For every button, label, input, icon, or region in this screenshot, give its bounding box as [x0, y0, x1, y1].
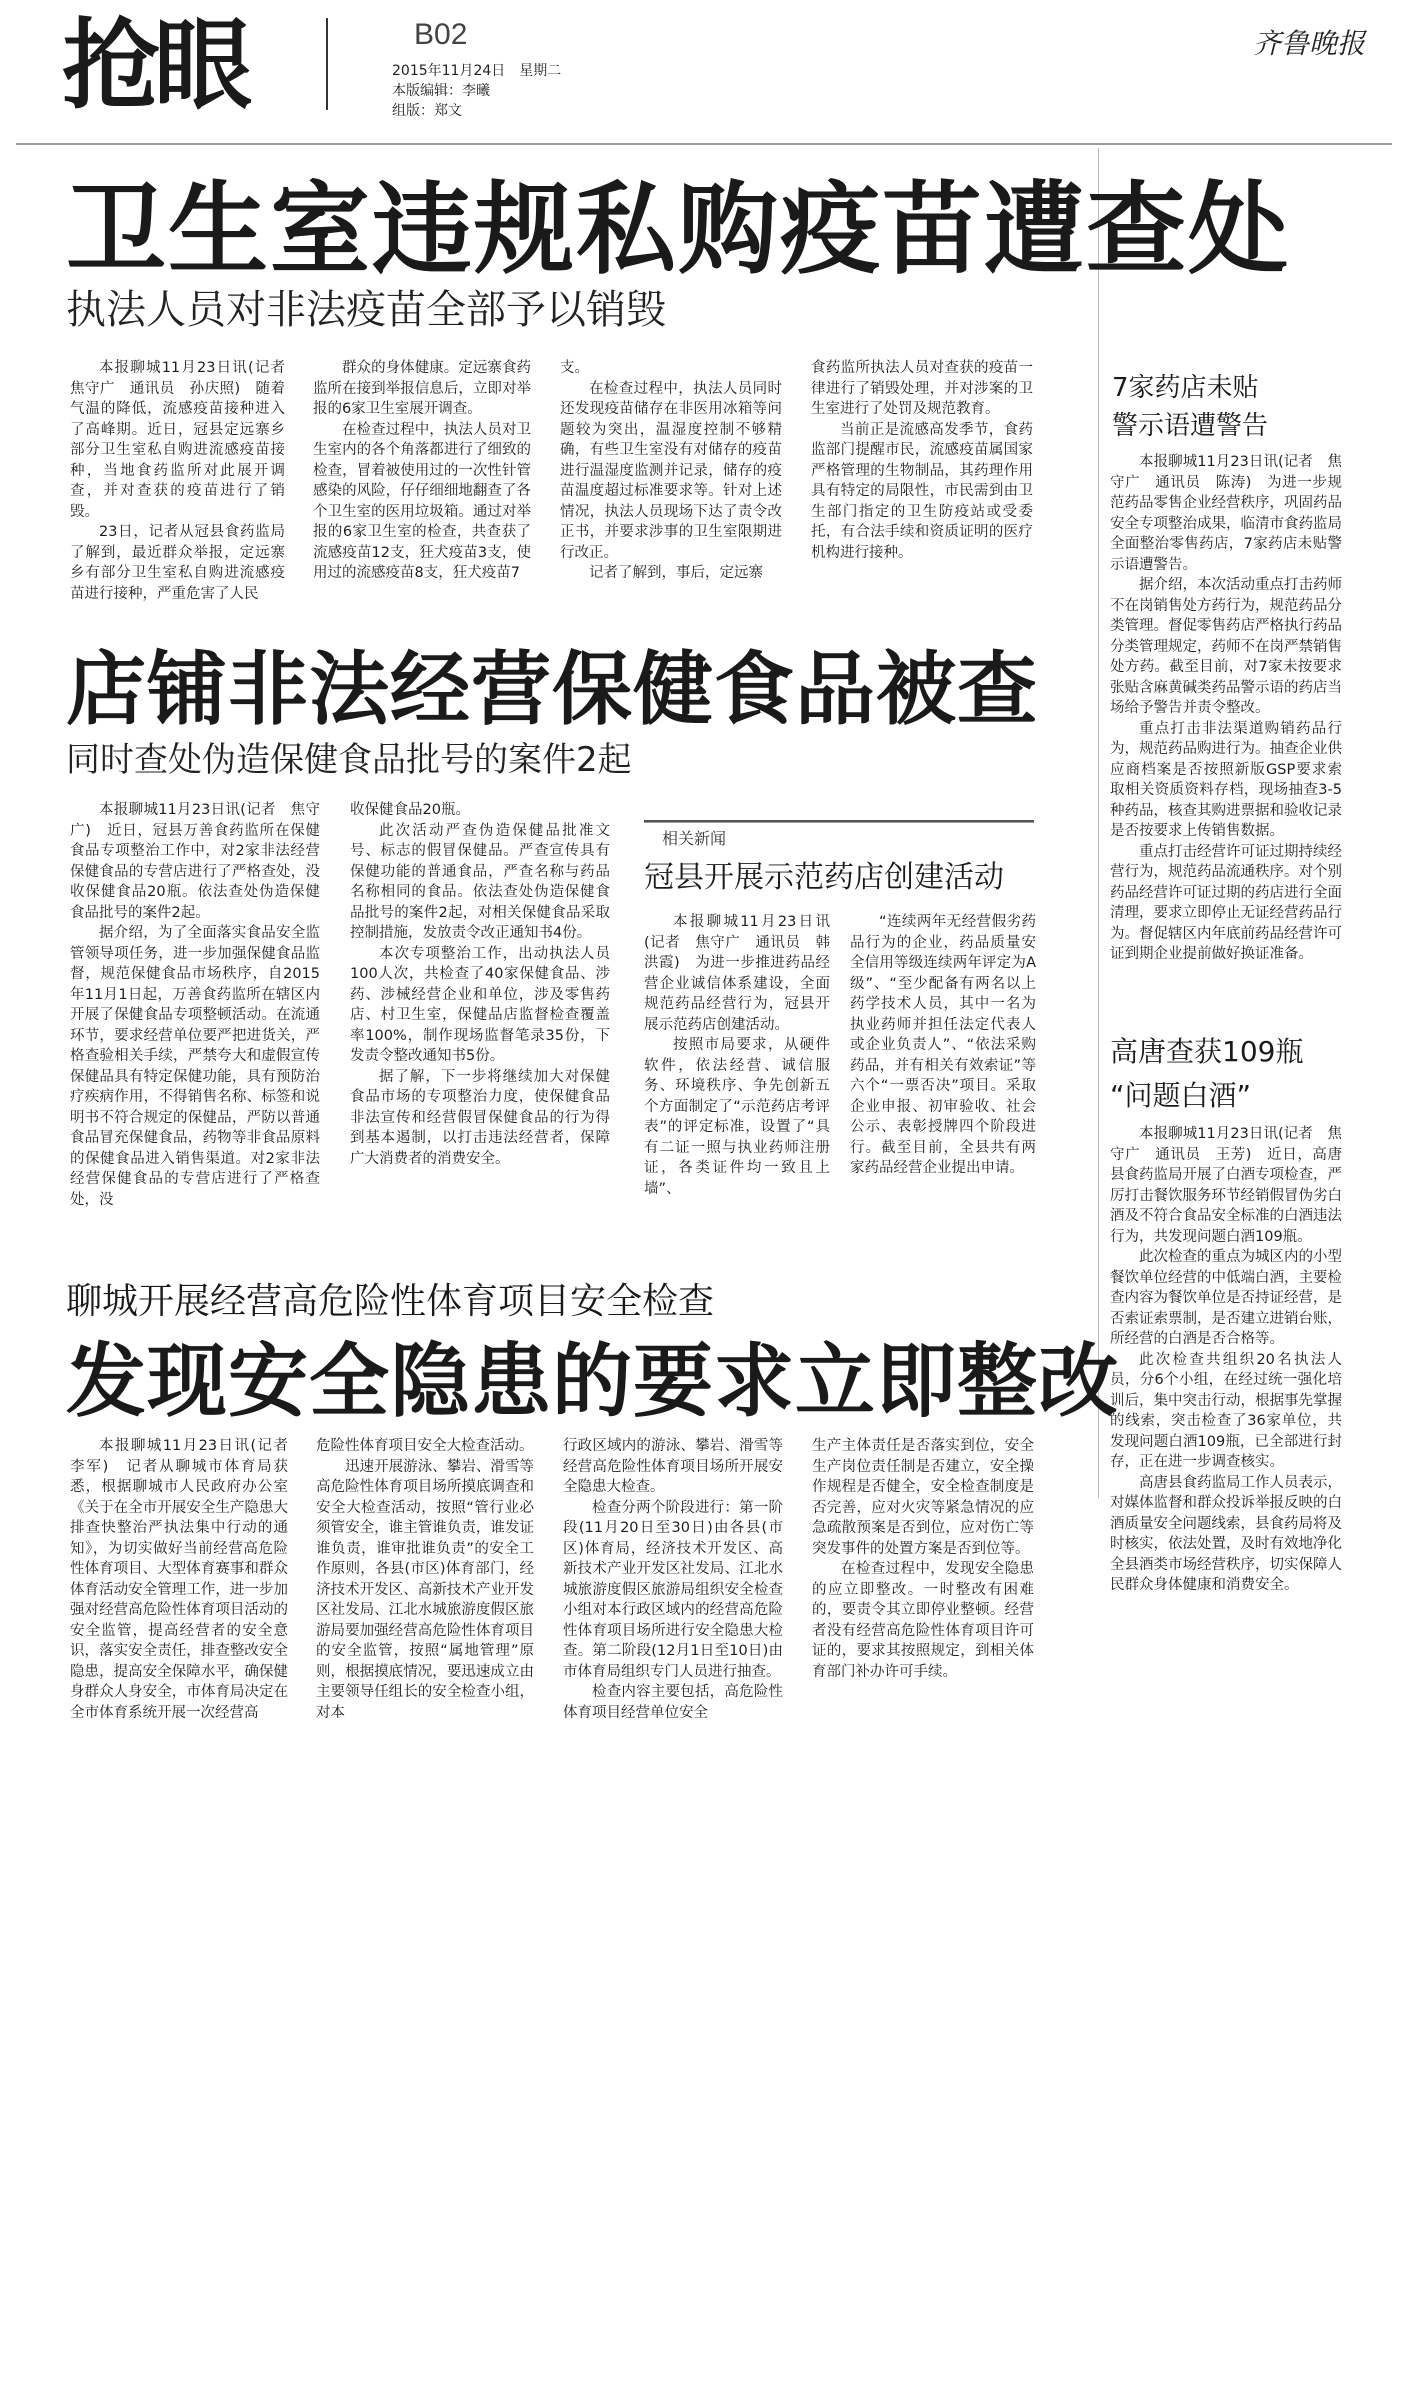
paragraph: 本报聊城11月23日讯(记者 焦守广 通讯员 孙庆照) 随着气温的降低，流感疫苗接种进入了高峰期。近日，冠县定远寨乡部分卫生室私自购进流感疫苗接种，当地食药监所对此展开调查，并对查获的疫苗进行了销毁。 [70, 360, 300, 520]
paragraph: 据介绍，为了全面落实食品安全监管领导项任务，进一步加强保健食品监督，规范保健食品市场秩序，自2015年11月1日起，万善食药监所在辖区内开展了保健食品专项整顿活动。在流通环节，要求经营单位要严把进货关，严格查验相关手续，严禁夸大和虚假宣传保健品具有特定保健功能，具有预防治疗疾病作用，不得销售名称、标签和说明书不符合规定的保健品，严防以普通食品冒充保健食品，药物等非食品原料的保健食品进入销售渠道。对2家非法经营保健食品的专营店进行了严格查处，没 [70, 925, 320, 1208]
article2-headline: 店铺非法经营保健食品被查 [66, 643, 1038, 736]
paragraph: 23日，记者从冠县食药监局了解到，最近群众举报，定远寨乡有部分卫生室私自购进流感疫苗进行接种，严重危害了人民 [70, 524, 285, 602]
sidebar2-body [1110, 1124, 1342, 1804]
paragraph: 重点打击经营许可证过期持续经营行为，规范药品流通秩序。对个别药品经营许可证过期的药店进行全面清理，要求立即停止无证经营药品行为。督促辖区内年底前药品经营许可证到期企业提前做好换证准备。 [1110, 843, 1342, 962]
paragraph: 收保健食品20瓶。 [350, 802, 470, 818]
paragraph: 群众的身体健康。定远寨食药监所在接到举报信息后，立即对举报的6家卫生室展开调查。 [313, 360, 531, 417]
issue-date: 2015年11月24日 星期二 [392, 63, 562, 79]
paragraph: 据了解，下一步将继续加大对保健食品市场的专项整治力度，使保健食品非法宣传和经营假冒保健食品的行为得到基本遏制，以打击违法经营者，保障广大消费者的消费安全。 [350, 1068, 610, 1167]
related-news-headline: 冠县开展示范药店创建活动 [644, 860, 1004, 895]
paragraph: 本报聊城11月23日讯(记者 李军) 记者从聊城市体育局获悉，根据聊城市人民政府办公室《关于在全市开展安全生产隐患大排查快整治严执法集中行动的通知》，为切实做好当前经营高危险性体育项目、大型体育赛事和群众体育活动安全管理工作，进一步加强对经营高危险性体育项目活动的安全监管，提高经营者的安全意识，落实安全责任，排查整改安全隐患，提高安全保障水平，确保健身群众人身安全，市体育局决定在全市体育系统开展一次经营高 [70, 1438, 303, 1721]
paragraph: 此次检查的重点为城区内的小型餐饮单位经营的中低端白酒，主要检查内容为餐饮单位是否持证经营，是否索证索票制，是否建立进销台账，所经营的白酒是否合格等。 [1110, 1249, 1342, 1347]
related-column-2 [850, 912, 1036, 1282]
paragraph: “连续两年无经营假劣药品行为的企业，药品质量安全信用等级连续两年评定为A级”、“至少配备有两名以上药学技术人员，其中一名为执业药师并担任法定代表人或企业负责人”、“依法采购药品，并有相关有效索证”等六个“一票否决”项目。采取企业申报、初审验收、社会公示、表彰授牌四个阶段进行。截至目前，全县共有两家药品经营企业提出申请。 [850, 914, 1036, 1176]
paragraph: 生产主体责任是否落实到位，安全生产岗位责任制是否建立，安全操作规程是否健全，安全检查制度是否完善，应对火灾等紧急情况的应急疏散预案是否到位，应对伤亡等突发事件的处置方案是否到位等。 [812, 1438, 1034, 1557]
paragraph: 在检查过程中，发现安全隐患的应立即整改。一时整改有困难的，要责令其立即停业整顿。经营者没有经营高危险性体育项目许可证的，要求其按照规定，到相关体育部门补办许可手续。 [812, 1561, 1034, 1680]
paragraph: 食药监所执法人员对查获的疫苗一律进行了销毁处理，并对涉案的卫生室进行了处罚及规范教育。 [811, 360, 1033, 417]
paragraph: 在检查过程中，执法人员同时还发现疫苗储存在非医用冰箱等问题较为突出，温湿度控制不够精确，有些卫生室没有对储存的疫苗进行温湿度监测并记录，储存的疫苗温度超过标准要求等。针对上述情况，执法人员现场下达了责令改正书，并要求涉事的卫生室限期进行改正。 [560, 380, 782, 561]
article3-column-1 [70, 1436, 303, 1826]
paragraph: 此次检查共组织20名执法人员，分6个小组，在经过统一强化培训后，集中突击行动，根据事先掌握的线索，突击检查了36家单位，共发现问题白酒109瓶，已全部进行封存，正在进一步调查核实。 [1110, 1351, 1342, 1470]
section-brand: 抢眼 [62, 9, 247, 123]
article3-column-4 [812, 1436, 1034, 1826]
masthead-divider [326, 18, 328, 110]
paragraph: 此次活动严查伪造保健品批准文号、标志的假冒保健品。严查宣传具有保健功能的普通食品，严查名称与药品名称相同的食品。依法查处伪造保健食品批号的案件2起，对相关保健食品采取控制措施，发放责令改正通知书4份。 [350, 822, 610, 941]
paragraph: 高唐县食药监局工作人员表示，对媒体监督和群众投诉举报反映的白酒质量安全问题线索，县食药局将及时核实，依法处置，及时有效地净化全县酒类市场经营秩序，切实保障人民群众身体健康和消费安全。 [1110, 1474, 1342, 1593]
paragraph: 支。 [560, 360, 589, 376]
paragraph: 本报聊城11月23日讯(记者 焦守广 通讯员 王芳) 近日，高唐县食药监局开展了白酒专项检查，严厉打击餐饮服务环节经销假冒伪劣白酒及不符合食品安全标准的白酒违法行为，共发现问题白酒109瓶。 [1110, 1126, 1342, 1245]
paragraph: 检查内容主要包括，高危险性体育项目经营单位安全 [563, 1684, 783, 1721]
paragraph: 本报聊城11月23日讯(记者 焦守广 通讯员 陈涛) 为进一步规范药品零售企业经营秩序，巩固药品安全专项整治成果，临清市食药监局全面整治零售药店，7家药店未贴警示语遭警告。 [1110, 454, 1342, 573]
paragraph: 在检查过程中，执法人员对卫生室内的各个角落都进行了细致的检查，冒着被使用过的一次性针管感染的风险，仔仔细细地翻查了各个卫生室的医用垃圾箱。通过对举报的6家卫生室的检查，共查获了流感疫苗12支，狂犬疫苗3支，使用过的流感疫苗8支，狂犬疫苗7 [313, 421, 531, 581]
article2-subheadline: 同时查处伪造保健食品批号的案件2起 [66, 740, 632, 780]
paragraph: 危险性体育项目安全大检查活动。 [316, 1438, 534, 1454]
paragraph: 本报聊城11月23日讯(记者 焦守广 通讯员 韩洪霞) 为进一步推进药品经营企业诚信体系建设，全面规范药品经营行为，冠县开展示范药店创建活动。 [644, 914, 830, 1033]
article3-headline: 发现安全隐患的要求立即整改 [66, 1335, 1119, 1428]
paragraph: 迅速开展游泳、攀岩、滑雪等高危险性体育项目场所摸底调查和安全大检查活动，按照“管行业必须管安全，谁主管谁负责，谁发证谁负责，谁审批谁负责”的安全工作原则，各县(市区)体育部门，经济技术开发区、高新技术产业开发区社发局、江北水城旅游度假区旅游局要加强经营高危险性体育项目的安全监管，按照“属地管理”原则，根据摸底情况，要迅速成立由主要领导任组长的安全检查小组，对本 [316, 1458, 534, 1721]
page-number: B02 [414, 18, 468, 51]
page-editor: 本版编辑：李曦 [392, 83, 490, 99]
sidebar2-headline-line1: 高唐查获109瓶 [1110, 1035, 1304, 1068]
paragraph: 本报聊城11月23日讯(记者 焦守广) 近日，冠县万善食药监所在保健食品专项整治工作中，对2家非法经营保健食品的专营店进行了严格查处，没收保健食品20瓶。依法查处伪造保健食品批号的案件2起。 [70, 802, 320, 921]
sidebar2-headline-line2: “问题白酒” [1110, 1079, 1252, 1112]
article2-column-2 [350, 800, 610, 1280]
sidebar1-headline-line1: 7家药店未贴 [1112, 373, 1259, 403]
newspaper-name: 齐鲁晚报 [1253, 27, 1366, 60]
sidebar-divider [1098, 148, 1099, 1498]
sidebar1-headline-line2: 警示语遭警告 [1112, 411, 1269, 441]
related-news-label: 相关新闻 [662, 829, 727, 848]
paragraph: 重点打击非法渠道购销药品行为，规范药品购进行为。抽查企业供应商档案是否按照新版GSP要求索取相关资质资料存档，现场抽查3-5种药品，核查其购进票据和验收记录是否按要求上传销售数据。 [1110, 720, 1342, 839]
article1-column-4 [811, 358, 1033, 608]
paragraph: 按照市局要求，从硬件软件，依法经营、诚信服务、环境秩序、争先创新五个方面制定了“示范药店考评表”的评定标准，设置了“具有二证一照与执业药师注册证，各类证件均一致且上墙”、 [644, 1037, 830, 1197]
article1-column-3 [560, 358, 782, 608]
article1-column-2 [313, 358, 531, 608]
article3-column-2 [316, 1436, 534, 1826]
paragraph: 据介绍，本次活动重点打击药师不在岗销售处方药行为，规范药品分类管理。督促零售药店严格执行药品分类管理规定，药师不在岗严禁销售处方药。截至目前，对7家未按要求张贴含麻黄碱类药品警示语的药店当场给予警告并责令整改。 [1110, 577, 1342, 716]
article1-headline: 卫生室违规私购疫苗遭查处 [66, 171, 1290, 288]
paragraph: 记者了解到，事后，定远寨 [589, 565, 763, 581]
paragraph: 检查分两个阶段进行：第一阶段(11月20日至30日)由各县(市区)体育局，经济技术开发区、高新技术产业开发区社发局、江北水城旅游度假区旅游局组织安全检查小组对本行政区域内的经营高危险性体育项目场所进行安全隐患大检查。第二阶段(12月1日至10日)由市体育局组织专门人员进行抽查。 [563, 1499, 783, 1680]
related-column-1 [644, 912, 830, 1282]
article1-subheadline: 执法人员对非法疫苗全部予以销毁 [66, 287, 666, 333]
header-rule [16, 143, 1392, 145]
layout-editor: 组版：郑文 [392, 103, 462, 119]
article3-kicker: 聊城开展经营高危险性体育项目安全检查 [66, 1281, 715, 1322]
paragraph: 本次专项整治工作，出动执法人员100人次，共检查了40家保健食品、涉药、涉械经营企业和单位，涉及零售药店、村卫生室，保健品店监督检查覆盖率100%，制作现场监督笔录35份，下发责令整改通知书5份。 [350, 945, 610, 1064]
article3-column-3 [563, 1436, 783, 1826]
paragraph: 当前正是流感高发季节，食药监部门提醒市民，流感疫苗属国家严格管理的生物制品，其药理作用具有特定的局限性，市民需到由卫生部门指定的卫生防疫站或受委托，有合法手续和资质证明的医疗机构进行接种。 [811, 421, 1033, 561]
related-news-rule [644, 820, 1034, 823]
article1-column-1 [70, 358, 300, 608]
paragraph: 行政区域内的游泳、攀岩、滑雪等经营高危险性体育项目场所开展安全隐患大检查。 [563, 1438, 783, 1495]
article2-column-1 [70, 800, 320, 1280]
sidebar1-body [1110, 452, 1342, 1020]
